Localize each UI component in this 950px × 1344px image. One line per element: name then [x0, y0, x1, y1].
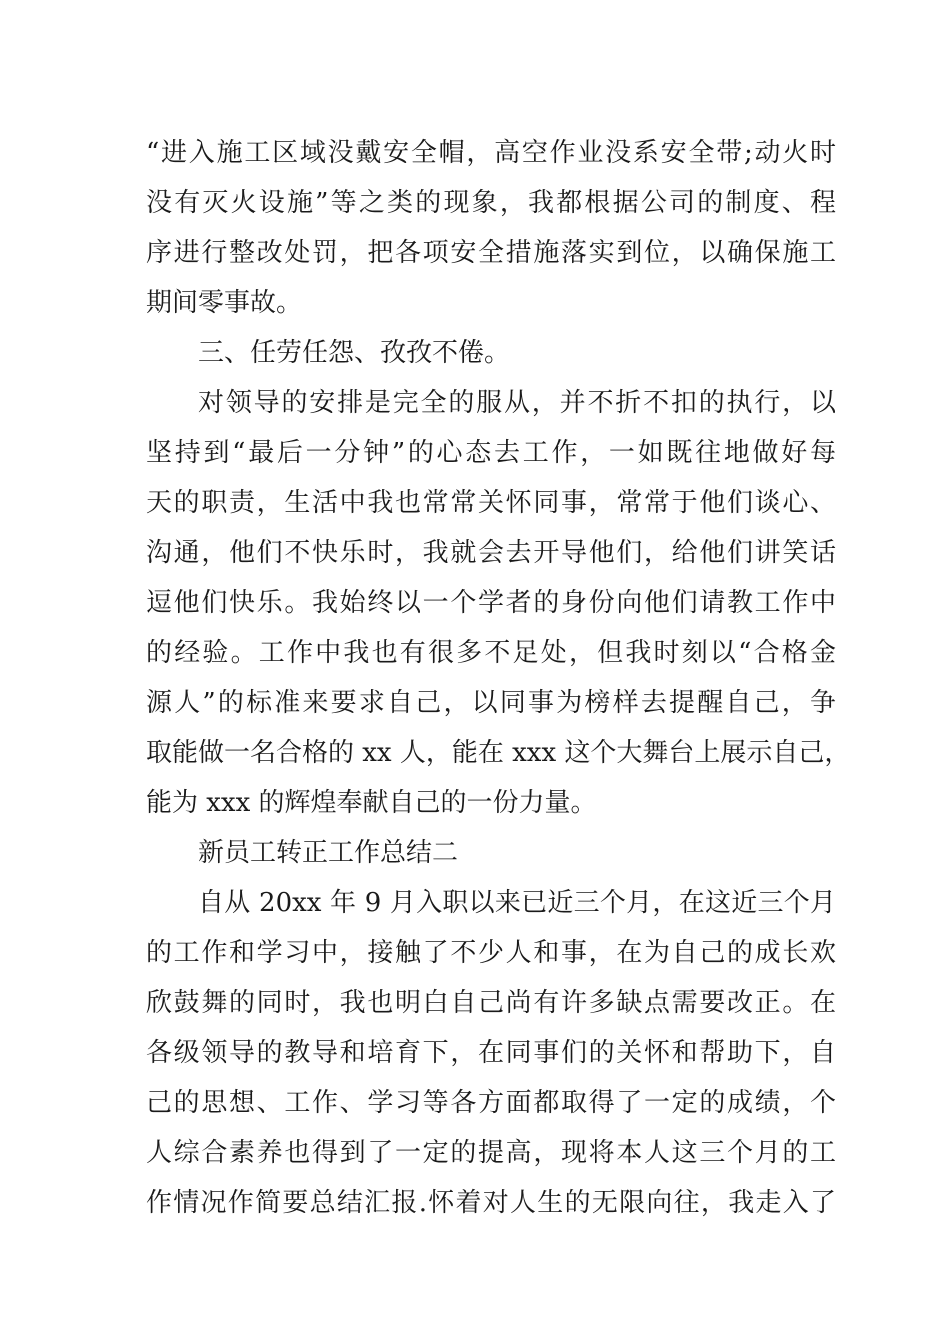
- text-line: 的经验。工作中我也有很多不足处，但我时刻以“合格金: [146, 638, 836, 668]
- text-line: 己的思想、工作、学习等各方面都取得了一定的成绩，个: [146, 1088, 836, 1118]
- text-line: 没有灭火设施”等之类的现象，我都根据公司的制度、程: [146, 188, 836, 218]
- text-line: 对领导的安排是完全的服从，并不折不扣的执行，以: [198, 388, 836, 418]
- text-line: 天的职责，生活中我也常常关怀同事，常常于他们谈心、: [146, 488, 836, 518]
- text-line: 自从 20xx 年 9 月入职以来已近三个月，在这近三个月: [198, 888, 836, 918]
- document-body: [146, 131, 851, 1231]
- text-line: 三、任劳任怨、孜孜不倦。: [198, 338, 511, 368]
- text-line: 源人”的标准来要求自己，以同事为榜样去提醒自己，争: [146, 688, 836, 718]
- text-line: 的工作和学习中，接触了不少人和事，在为自己的成长欢: [146, 938, 836, 968]
- text-line: 能为 xxx 的辉煌奉献自己的一份力量。: [146, 788, 597, 818]
- text-line: 欣鼓舞的同时，我也明白自己尚有许多缺点需要改正。在: [146, 988, 836, 1018]
- text-line: 期间零事故。: [146, 288, 303, 318]
- text-line: 人综合素养也得到了一定的提高，现将本人这三个月的工: [146, 1138, 836, 1168]
- text-line: 新员工转正工作总结二: [198, 838, 459, 868]
- text-line: 沟通，他们不快乐时，我就会去开导他们，给他们讲笑话: [146, 538, 836, 568]
- text-line: 取能做一名合格的 xx 人，能在 xxx 这个大舞台上展示自己，: [146, 738, 851, 768]
- text-line: 各级领导的教导和培育下，在同事们的关怀和帮助下，自: [146, 1038, 836, 1068]
- text-line: 作情况作简要总结汇报.怀着对人生的无限向往，我走入了: [146, 1188, 836, 1218]
- text-line: “进入施工区域没戴安全帽，高空作业没系安全带;动火时: [146, 138, 836, 168]
- text-line: 坚持到“最后一分钟”的心态去工作，一如既往地做好每: [146, 438, 836, 468]
- text-line: 逗他们快乐。我始终以一个学者的身份向他们请教工作中: [146, 588, 836, 618]
- text-line: 序进行整改处罚，把各项安全措施落实到位，以确保施工: [146, 238, 836, 268]
